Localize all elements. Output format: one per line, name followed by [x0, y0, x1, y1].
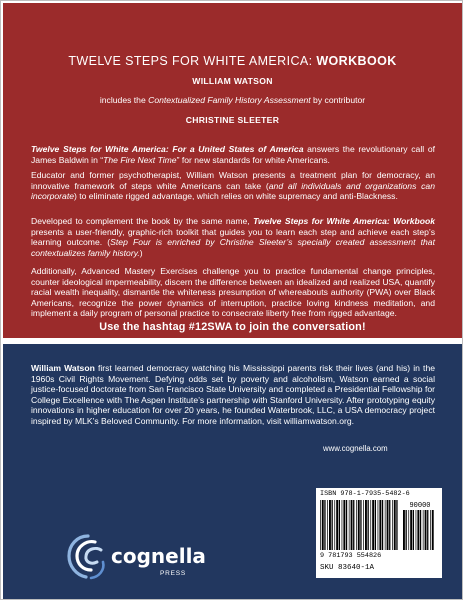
barcode-bar: [351, 500, 353, 550]
paragraph-text: presents a user-friendly, graphic-rich toolkit that guides you to learn each step and achieve each step’s learning outcome. (: [31, 226, 435, 248]
isbn-barcode: [316, 488, 442, 578]
isbn-number: ISBN 978-1-7935-5482-6: [320, 490, 410, 498]
barcode-bar: [416, 510, 417, 550]
barcode-bar: [378, 500, 379, 550]
publisher-sub: PRESS: [160, 570, 187, 577]
barcode-bar: [356, 500, 357, 550]
barcode-bar: [336, 500, 338, 550]
barcode-bar: [417, 510, 419, 550]
barcode-bar: [358, 500, 360, 550]
barcode-bar: [423, 510, 424, 550]
ean-barcode-bars: [320, 500, 400, 550]
barcode-bar: [382, 500, 383, 550]
barcode-bar: [363, 500, 364, 550]
description-panel: [3, 3, 462, 338]
paragraph-text: ) to eliminate rigged advantage, which relies on white supremacy and anti-Blackness.: [74, 191, 398, 202]
author-bio: [31, 363, 435, 427]
barcode-bar: [406, 510, 407, 550]
paragraph-text: Developed to complement the book by the same name,: [31, 216, 254, 226]
paragraph-intro: [31, 144, 435, 165]
barcode-bar: [324, 500, 325, 550]
author-name: WILLIAM WATSON: [192, 76, 273, 86]
barcode-bar: [370, 500, 371, 550]
barcode-bar: [322, 500, 324, 550]
assessment-title: Contextualized Family History Assessment: [148, 95, 311, 105]
barcode-bar: [420, 510, 421, 550]
barcode-bar: [334, 500, 335, 550]
paragraph-author: [31, 170, 435, 202]
addon-barcode: [403, 500, 437, 550]
barcode-bar: [353, 500, 354, 550]
barcode-bar: [413, 510, 414, 550]
paragraph-text: ): [139, 247, 143, 258]
paragraph-emphasis: and all individuals and organizations can incorporate: [31, 180, 435, 202]
title-workbook: WORKBOOK: [316, 54, 397, 68]
bio-name: William Watson: [31, 363, 95, 373]
includes-suffix: by contributor: [310, 95, 366, 105]
barcode-bar: [403, 510, 405, 550]
sku-number: SKU 83640-1A: [320, 564, 375, 572]
barcode-bar: [320, 500, 321, 550]
barcode-bar: [332, 500, 333, 550]
barcode-bar: [365, 500, 367, 550]
baldwin-reference: The Fire Next Time: [103, 154, 177, 165]
barcode-bar: [410, 510, 412, 550]
addon-code: 90000: [409, 502, 431, 510]
barcode-bar: [343, 500, 345, 550]
barcode-bar: [392, 500, 393, 550]
barcode-bar: [327, 500, 328, 550]
barcode-bar: [368, 500, 369, 550]
barcode-bar: [339, 500, 340, 550]
title-prefix: TWELVE STEPS FOR WHITE AMERICA:: [68, 54, 317, 68]
paragraph-workbook: [31, 216, 435, 258]
bio-text: first learned democracy watching his Mississippi parents risk their lives (and his) in the 1960s Civil Rights Movement. Defying odds set by poverty and alcoholism, Watson earned a social justice-focused doctorate from San Francisco State University and completed a Presidential Fellowship for College Excellence with The Aspen Institute’s partnership with Stanford University. After prototyping equity innovations in higher education for over 20 years, he founded Waterbrook, LLC, a USA democracy project inspired by MLK’s Beloved Community. For more information, visit williamwatson.org.: [31, 363, 435, 426]
barcode-bar: [375, 500, 376, 550]
paragraph-exercises: Additionally, Advanced Mastery Exercises challenge you to practice fundamental change principles, counter ideological impermeability, discern the difference between an idealized and realized USA, quantify racial wealth inequality, dismantle the whiteness presumption of whereabouts authority (PWA) over Black Americans, recognize the power dynamics of interruption, practice loving kindness meditation, and implement a daily program of personal practice to consecrate liberty free from rigged advantage.: [31, 266, 435, 319]
barcode-bar: [379, 500, 381, 550]
ean-number: 9 781793 554826: [320, 552, 382, 560]
contributor-name: CHRISTINE SLEETER: [185, 115, 280, 125]
barcode-bar: [372, 500, 374, 550]
barcode-bar: [425, 510, 427, 550]
paragraph-text: ” for new standards for white Americans.: [176, 154, 330, 165]
barcode-bar: [432, 510, 434, 550]
includes-text: includes the: [99, 95, 149, 105]
paragraph-text: Educator and former psychotherapist, William Watson presents a treatment plan for democracy, an innovative framework of steps white Americans can take (: [31, 170, 435, 191]
publisher-url[interactable]: www.cognella.com: [323, 444, 388, 453]
barcode-bar: [396, 500, 397, 550]
publisher-name: cognella: [111, 544, 206, 568]
barcode-bar: [329, 500, 331, 550]
barcode-bar: [408, 510, 409, 550]
cognella-logo-icon: [65, 532, 111, 582]
barcode-bar: [360, 500, 361, 550]
paragraph-emphasis: Step Four is enriched by Christine Sleeter’s specially created assessment that contextualizes family history.: [31, 237, 435, 258]
includes-line: [3, 95, 462, 105]
barcode-bar: [394, 500, 396, 550]
paragraph-text: answers the revolutionary call of James Baldwin in “: [31, 144, 435, 165]
author-bio-panel: [3, 344, 462, 599]
barcode-bar: [385, 500, 386, 550]
barcode-bar: [342, 500, 343, 550]
barcode-bar: [349, 500, 350, 550]
barcode-bar: [427, 510, 428, 550]
barcode-bar: [389, 500, 390, 550]
book-reference: Twelve Steps for White America: For a United States of America: [31, 144, 304, 154]
hashtag-callout: Use the hashtag #12SWA to join the conversation!: [99, 321, 366, 333]
book-title: [3, 54, 462, 68]
workbook-reference: Twelve Steps for White America: Workbook: [253, 216, 436, 226]
barcode-bar: [346, 500, 347, 550]
barcode-bar: [387, 500, 389, 550]
barcode-bar: [430, 510, 431, 550]
cognella-logo: [65, 528, 206, 588]
